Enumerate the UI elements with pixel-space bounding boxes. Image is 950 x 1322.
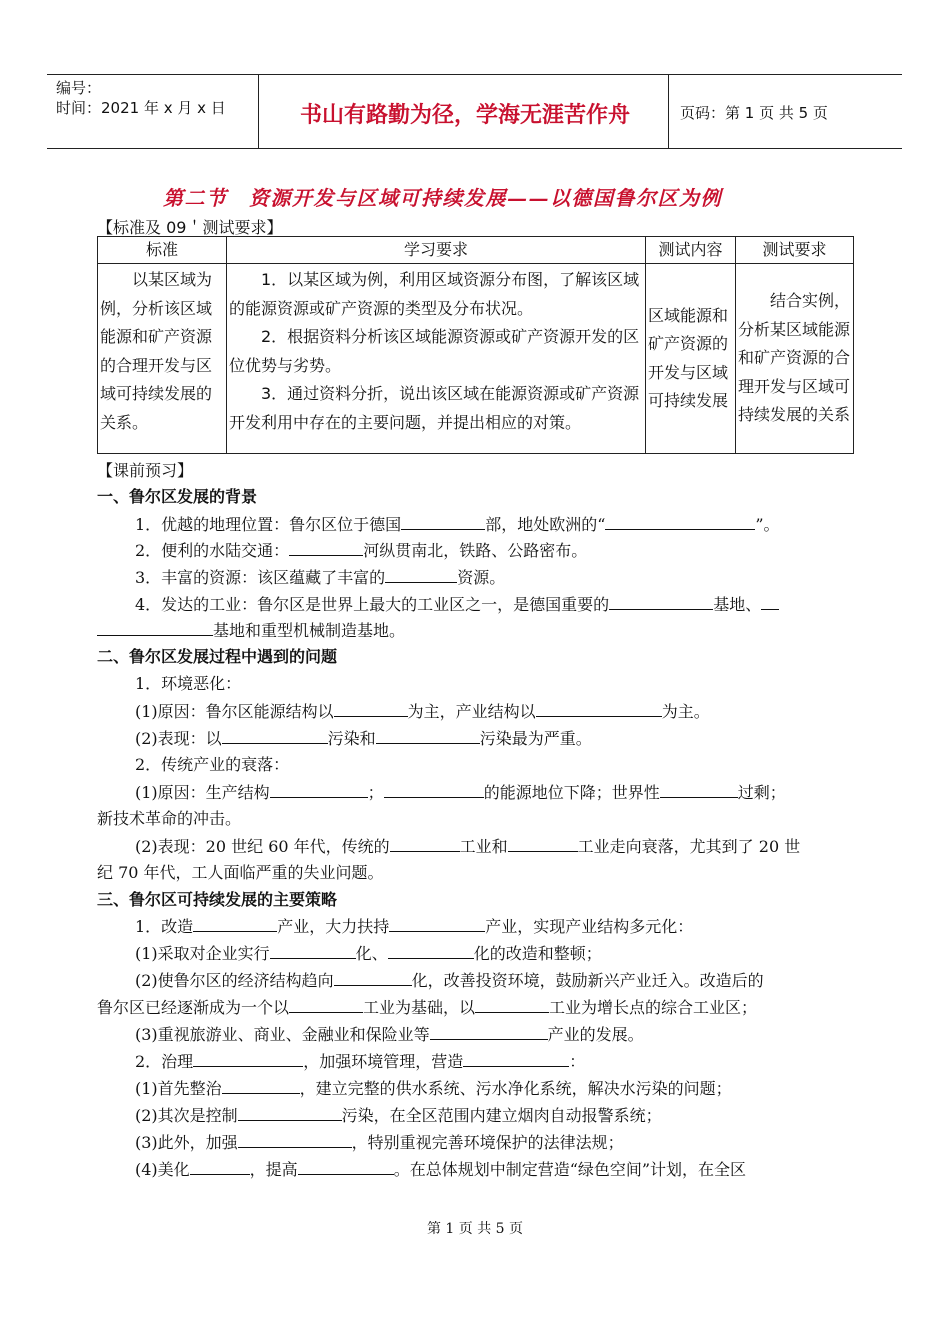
requirement-item: 3．通过资料分折，说出该区域在能源资源或矿产资源开发利用中存在的主要问题，并提出相应的对策。 [229,384,640,432]
blank [605,511,755,530]
blank [289,994,363,1013]
header-bottom-rule [47,148,902,149]
section-title: 二、鲁尔区发展过程中遇到的问题 [97,647,338,666]
test-content-cell: 区域能源和矿产资源的开发与区域可持续发展 [646,264,736,454]
blank [270,779,368,798]
table-header-cell: 学习要求 [227,237,646,264]
text-line: 1．改造 产业，大力扶持 产业，实现产业结构多元化： [135,913,693,940]
text-line: (1)采取对企业实行 化、 化的改造和整顿； [135,940,602,967]
requirement-item: 2．根据资料分析该区域能源资源或矿产资源开发的区位优势与劣势。 [229,327,640,375]
blank [385,564,457,583]
blank [384,779,484,798]
header-divider [668,74,669,149]
blank [388,940,474,959]
text-line: 基地和重型机械制造基地。 [97,617,405,644]
blank [238,1102,342,1121]
blank [475,994,549,1013]
text-line: 鲁尔区已经逐渐成为一个以 工业为基础，以 工业为增长点的综合工业区； [97,994,757,1021]
text-line: (2)表现：以 污染和 污染最为严重。 [135,725,592,752]
blank [298,1156,394,1175]
text-line: (2)表现：20 世纪 60 年代，传统的 工业和 工业走向衰落，尤其到了 20 世 [135,833,800,860]
text-line: 1．环境恶化： [135,674,242,693]
number-label: 编号： [56,79,102,97]
text-line: 纪 70 年代，工人面临严重的失业问题。 [97,863,384,882]
table-header-cell: 测试内容 [646,237,736,264]
blank [430,1021,548,1040]
motto: 书山有路勤为径，学海无涯苦作舟 [299,102,630,128]
header-meta [56,78,226,118]
blank [334,698,408,717]
blank [222,1075,300,1094]
text-line: (4)美化 ，提高 。在总体规划中制定营造“绿色空间”计划，在全区 [135,1156,746,1183]
table-header-cell: 标准 [98,237,227,264]
text-line: (1)原因：生产结构 ； 的能源地位下降；世界性 过剩； [135,779,786,806]
header-divider [258,74,259,149]
standard-cell: 以某区域为例，分析该区域能源和矿产资源的合理开发与区域可持续发展的关系。 [98,264,227,454]
blank [97,617,213,636]
blank [401,511,485,530]
blank [508,833,578,852]
text-line: (1)首先整治 ，建立完整的供水系统、污水净化系统，解决水污染的问题； [135,1075,732,1102]
test-requirement-cell: 结合实例，分析某区域能源和矿产资源的合理开发与区域可持续发展的关系 [736,264,854,454]
standards-heading: 【标准及 09＇测试要求】 [97,218,283,237]
requirements-cell [227,264,646,454]
requirement-item: 1．以某区域为例，利用区域资源分布图，了解该区域的能源资源或矿产资源的类型及分布状况。 [229,270,640,318]
text-line: 1．优越的地理位置：鲁尔区位于德国 部，地处欧洲的“ ”。 [135,511,780,538]
blank [463,1048,569,1067]
section-title: 三、鲁尔区可持续发展的主要策略 [97,890,338,909]
section-title: 一、鲁尔区发展的背景 [97,487,258,506]
page-label: 页码：第 1 页 共 5 页 [680,104,828,122]
text-line: 2．便利的水陆交通： 河纵贯南北，铁路、公路密布。 [135,537,587,564]
text-line: 3．丰富的资源：该区蕴藏了丰富的 资源。 [135,564,505,591]
blank [190,1156,250,1175]
table-row [98,264,854,454]
text-line: (3)此外，加强 ，特别重视完善环境保护的法律法规； [135,1129,624,1156]
blank [389,913,485,932]
blank [238,1129,352,1148]
blank [193,913,277,932]
table-header-cell: 测试要求 [736,237,854,264]
blank [376,725,480,744]
header-top-rule [47,74,902,75]
blank [390,833,460,852]
text-line: 2．治理 ，加强环境管理，营造 ： [135,1048,585,1075]
requirements-table [97,236,854,454]
blank [334,967,412,986]
document-title: 第二节 资源开发与区域可持续发展——以德国鲁尔区为例 [163,186,722,210]
time-label: 时间：2021 年 x 月 x 日 [56,99,226,117]
blank [289,537,363,556]
blank [270,940,356,959]
blank [761,591,779,610]
text-line: 新技术革命的冲击。 [97,809,242,828]
blank [193,1048,303,1067]
blank [222,725,328,744]
text-line: (2)其次是控制 污染，在全区范围内建立烟肉自动报警系统； [135,1102,662,1129]
text-line: (1)原因：鲁尔区能源结构以 为主，产业结构以 为主。 [135,698,710,725]
text-line: 2．传统产业的衰落： [135,755,290,774]
text-line: (3)重视旅游业、商业、金融业和保险业等 产业的发展。 [135,1021,644,1048]
blank [536,698,662,717]
text-line: (2)使鲁尔区的经济结构趋向 化，改善投资环境，鼓励新兴产业迁入。改造后的 [135,967,764,994]
blank [609,591,713,610]
table-header-row [98,237,854,264]
blank [660,779,738,798]
text-line: 4．发达的工业：鲁尔区是世界上最大的工业区之一，是德国重要的 基地、 [135,591,779,618]
preview-heading: 【课前预习】 [97,461,194,480]
page-footer: 第 1 页 共 5 页 [426,1221,524,1237]
